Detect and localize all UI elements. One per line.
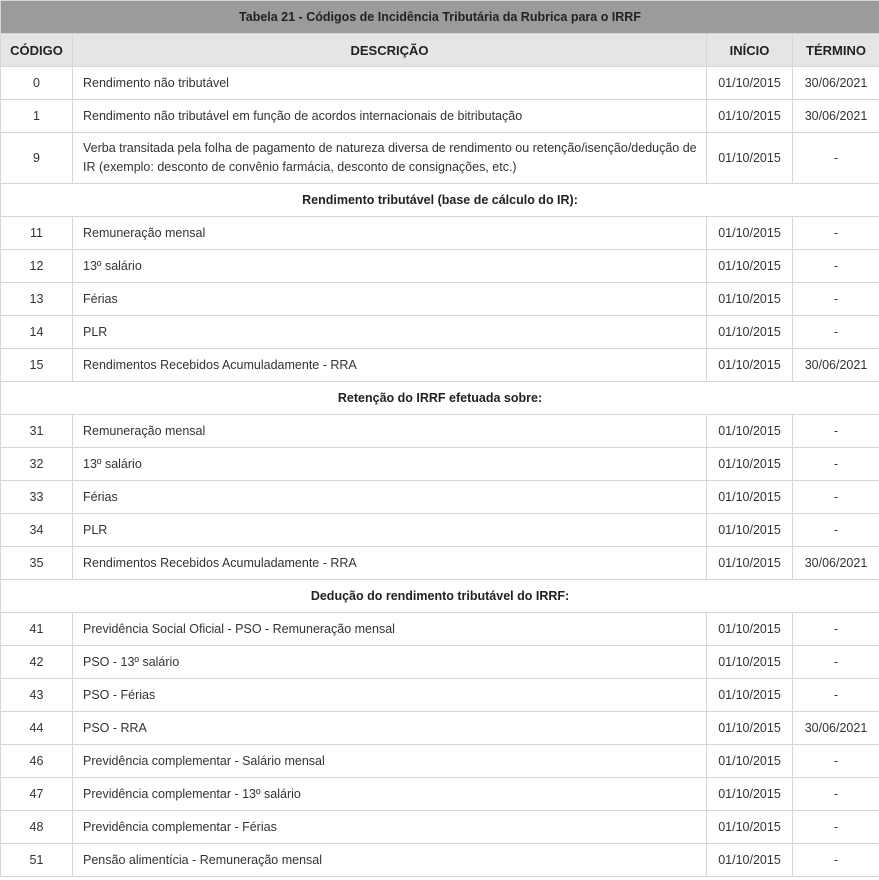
end-date-cell: -: [793, 316, 879, 349]
code-cell: 9: [1, 133, 73, 184]
end-date-cell: 30/06/2021: [793, 67, 879, 100]
description-cell: Rendimentos Recebidos Acumuladamente - RRA: [73, 349, 707, 382]
start-date-cell: 01/10/2015: [707, 844, 793, 877]
start-date-cell: 01/10/2015: [707, 100, 793, 133]
end-date-cell: -: [793, 415, 879, 448]
end-date-cell: -: [793, 514, 879, 547]
description-cell: 13º salário: [73, 448, 707, 481]
description-cell: Previdência Social Oficial - PSO - Remuneração mensal: [73, 613, 707, 646]
code-cell: 14: [1, 316, 73, 349]
start-date-cell: 01/10/2015: [707, 283, 793, 316]
column-header-inicio: INÍCIO: [707, 34, 793, 67]
code-cell: 35: [1, 547, 73, 580]
section-title: Retenção do IRRF efetuada sobre:: [1, 382, 879, 415]
table-row: [1, 100, 879, 133]
code-cell: 48: [1, 811, 73, 844]
start-date-cell: 01/10/2015: [707, 316, 793, 349]
end-date-cell: -: [793, 745, 879, 778]
code-cell: 11: [1, 217, 73, 250]
code-cell: 42: [1, 646, 73, 679]
end-date-cell: 30/06/2021: [793, 547, 879, 580]
end-date-cell: -: [793, 646, 879, 679]
code-cell: 13: [1, 283, 73, 316]
end-date-cell: -: [793, 844, 879, 877]
end-date-cell: -: [793, 448, 879, 481]
start-date-cell: 01/10/2015: [707, 349, 793, 382]
table-row: [1, 481, 879, 514]
description-cell: PSO - RRA: [73, 712, 707, 745]
code-cell: 44: [1, 712, 73, 745]
start-date-cell: 01/10/2015: [707, 481, 793, 514]
code-cell: 12: [1, 250, 73, 283]
end-date-cell: -: [793, 778, 879, 811]
start-date-cell: 01/10/2015: [707, 646, 793, 679]
section-row: [1, 580, 879, 613]
start-date-cell: 01/10/2015: [707, 811, 793, 844]
end-date-cell: 30/06/2021: [793, 712, 879, 745]
table-row: [1, 514, 879, 547]
start-date-cell: 01/10/2015: [707, 745, 793, 778]
column-header-codigo: CÓDIGO: [1, 34, 73, 67]
description-cell: Rendimentos Recebidos Acumuladamente - RRA: [73, 547, 707, 580]
column-header-termino: TÉRMINO: [793, 34, 879, 67]
start-date-cell: 01/10/2015: [707, 217, 793, 250]
description-cell: Rendimento não tributável: [73, 67, 707, 100]
end-date-cell: -: [793, 217, 879, 250]
code-cell: 34: [1, 514, 73, 547]
table-row: [1, 316, 879, 349]
description-cell: Férias: [73, 283, 707, 316]
description-cell: PLR: [73, 316, 707, 349]
table-row: [1, 646, 879, 679]
code-cell: 32: [1, 448, 73, 481]
end-date-cell: 30/06/2021: [793, 100, 879, 133]
table-row: [1, 613, 879, 646]
table-body: [1, 67, 879, 877]
end-date-cell: 30/06/2021: [793, 349, 879, 382]
table-row: [1, 133, 879, 184]
start-date-cell: 01/10/2015: [707, 778, 793, 811]
description-cell: Remuneração mensal: [73, 415, 707, 448]
table-row: [1, 349, 879, 382]
table-row: [1, 844, 879, 877]
section-title: Dedução do rendimento tributável do IRRF:: [1, 580, 879, 613]
end-date-cell: -: [793, 679, 879, 712]
start-date-cell: 01/10/2015: [707, 133, 793, 184]
description-cell: Previdência complementar - Salário mensal: [73, 745, 707, 778]
code-cell: 46: [1, 745, 73, 778]
description-cell: Férias: [73, 481, 707, 514]
description-cell: 13º salário: [73, 250, 707, 283]
table-row: [1, 217, 879, 250]
description-cell: Remuneração mensal: [73, 217, 707, 250]
start-date-cell: 01/10/2015: [707, 679, 793, 712]
table-row: [1, 67, 879, 100]
table-row: [1, 712, 879, 745]
end-date-cell: -: [793, 481, 879, 514]
end-date-cell: -: [793, 811, 879, 844]
start-date-cell: 01/10/2015: [707, 547, 793, 580]
code-cell: 31: [1, 415, 73, 448]
description-cell: Previdência complementar - Férias: [73, 811, 707, 844]
start-date-cell: 01/10/2015: [707, 67, 793, 100]
table-row: [1, 547, 879, 580]
start-date-cell: 01/10/2015: [707, 250, 793, 283]
table-row: [1, 745, 879, 778]
code-cell: 15: [1, 349, 73, 382]
start-date-cell: 01/10/2015: [707, 613, 793, 646]
description-cell: Previdência complementar - 13º salário: [73, 778, 707, 811]
section-row: [1, 184, 879, 217]
start-date-cell: 01/10/2015: [707, 712, 793, 745]
code-cell: 33: [1, 481, 73, 514]
table-row: [1, 448, 879, 481]
table-caption: Tabela 21 - Códigos de Incidência Tributária da Rubrica para o IRRF: [1, 1, 879, 34]
end-date-cell: -: [793, 250, 879, 283]
code-cell: 51: [1, 844, 73, 877]
description-cell: Rendimento não tributável em função de acordos internacionais de bitributação: [73, 100, 707, 133]
column-header-descricao: DESCRIÇÃO: [73, 34, 707, 67]
table-row: [1, 250, 879, 283]
description-cell: PSO - 13º salário: [73, 646, 707, 679]
description-cell: PLR: [73, 514, 707, 547]
table-row: [1, 283, 879, 316]
section-title: Rendimento tributável (base de cálculo do IR):: [1, 184, 879, 217]
start-date-cell: 01/10/2015: [707, 415, 793, 448]
code-cell: 41: [1, 613, 73, 646]
start-date-cell: 01/10/2015: [707, 514, 793, 547]
end-date-cell: -: [793, 283, 879, 316]
description-cell: Verba transitada pela folha de pagamento de natureza diversa de rendimento ou retenção/isenção/dedução de IR (exemplo: desconto de convênio farmácia, desconto de consignações, etc.): [73, 133, 707, 184]
table-row: [1, 679, 879, 712]
end-date-cell: -: [793, 613, 879, 646]
code-cell: 0: [1, 67, 73, 100]
table-row: [1, 811, 879, 844]
description-cell: Pensão alimentícia - Remuneração mensal: [73, 844, 707, 877]
end-date-cell: -: [793, 133, 879, 184]
code-cell: 43: [1, 679, 73, 712]
code-cell: 1: [1, 100, 73, 133]
table-row: [1, 778, 879, 811]
description-cell: PSO - Férias: [73, 679, 707, 712]
start-date-cell: 01/10/2015: [707, 448, 793, 481]
section-row: [1, 382, 879, 415]
code-cell: 47: [1, 778, 73, 811]
table-row: [1, 415, 879, 448]
